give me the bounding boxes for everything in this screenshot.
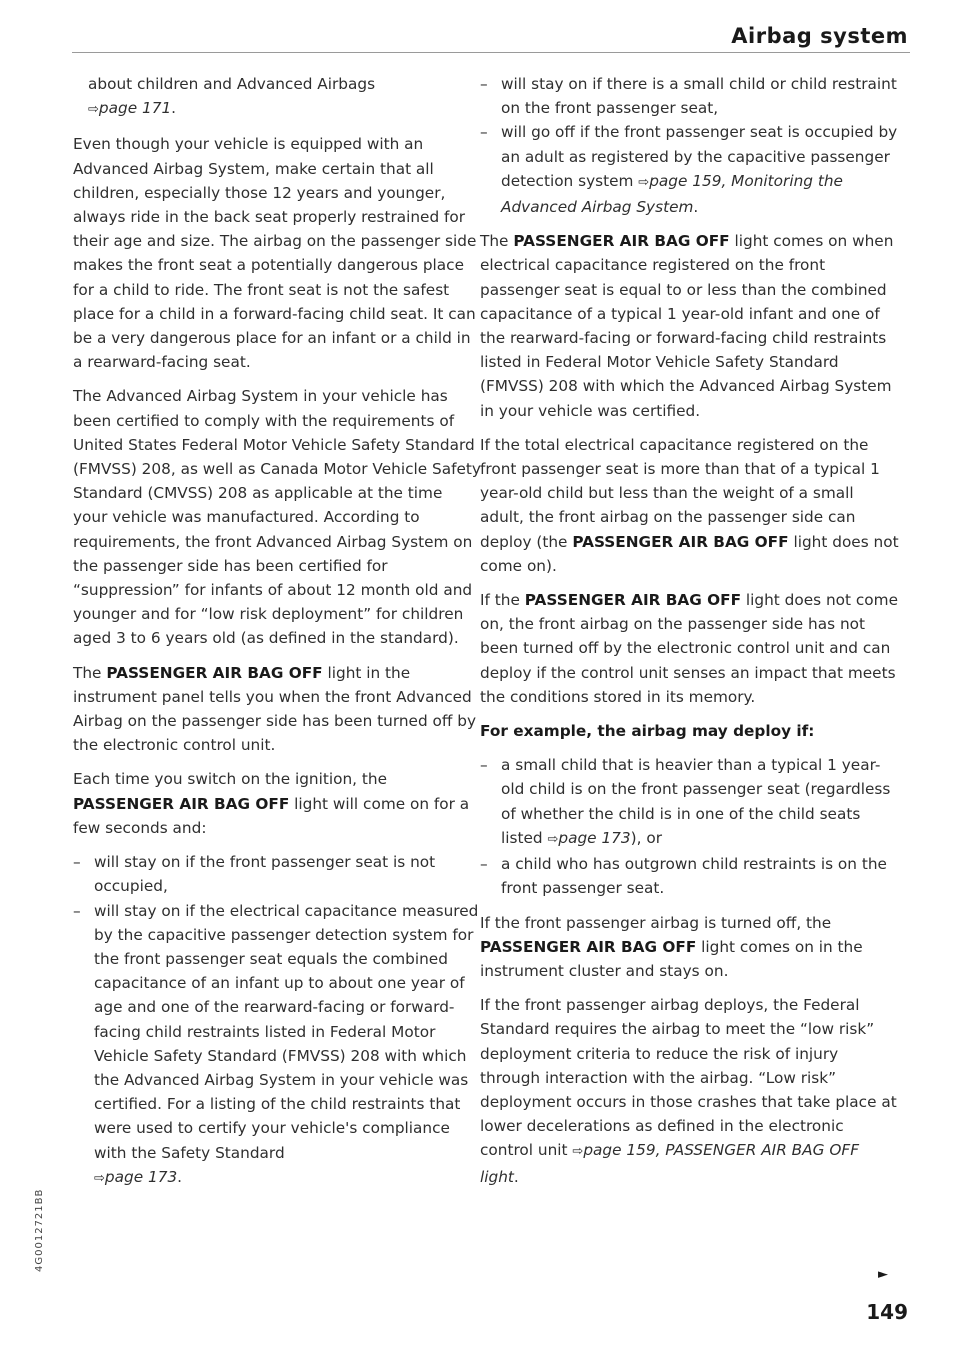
continue-next-page-icon: ► [878, 1267, 888, 1282]
dash-list [480, 753, 900, 900]
left-column [73, 72, 481, 1201]
page-reference-link[interactable] [94, 1168, 177, 1186]
paragraph: If the PASSENGER AIR BAG OFF light does not come on, the front airbag on the passenger side has not been turned off by the electronic control unit and can deploy if the control unit senses an impact that meets the conditions stored in its memory. [480, 591, 898, 706]
paragraph: Even though your vehicle is equipped with an Advanced Airbag System, make certain that all children, especially those 12 years and younger, always ride in the back seat properly restrained for their age and size. The airbag on the passenger side makes the front seat a potentially dangerous place for a child to ride. The front seat is not the safest place for a child in a forward-facing child seat. It can be a very dangerous place for an infant or a child in a rearward-facing seat. [73, 135, 477, 372]
dash-list [73, 850, 481, 1191]
list-item: – a small child that is heavier than a typical 1 year-old child is on the front passenger seat (regardless of whether the child is in one of the child seats listed ⇨page 173), or [480, 753, 900, 852]
page-number: 149 [866, 1300, 908, 1324]
page-reference-text: page 159, Monitoring the Advanced Airbag System [501, 171, 843, 217]
paragraph: If the front passenger airbag is turned off, the PASSENGER AIR BAG OFF light comes on in the instrument cluster and stays on. [480, 913, 863, 980]
subheading: For example, the airbag may deploy if: [480, 722, 815, 741]
warning-light-name: PASSENGER AIR BAG OFF [106, 663, 323, 682]
list-item: – will stay on if the electrical capacitance measured by the capacitive passenger detection system for the front passenger seat equals the combined capacitance of an infant up to about one year of age and one of the rearward-facing or forward-facing child restraints listed in Federal Motor Vehicle Safety Standard (FMVSS) 208 with which the Advanced Airbag System in your vehicle was certified. For a listing of the child restraints that were used to certify your vehicle's compliance with the Safety Standard ⇨page 173. [73, 899, 481, 1191]
warning-light-name: PASSENGER AIR BAG OFF [480, 937, 697, 956]
list-item: – will stay on if the front passenger seat is not occupied, [73, 850, 481, 898]
warning-light-name: PASSENGER AIR BAG OFF [524, 591, 742, 610]
paragraph: The PASSENGER AIR BAG OFF light comes on when electrical capacitance registered on the front passenger seat is equal to or less than the combined capacitance of a typical 1 year-old infant and one of the rearward-facing or forward-facing child restraints listed in Federal Motor Vehicle Safety Standard (FMVSS) 208 with which the Advanced Airbag System in your vehicle was certified. [480, 232, 894, 420]
list-item: – will go off if the front passenger seat is occupied by an adult as registered by the capacitive passenger detection system ⇨page 159, Monitoring the Advanced Airbag System. [480, 120, 900, 219]
paragraph: Each time you switch on the ignition, the PASSENGER AIR BAG OFF light will come on for a few seconds and: [73, 770, 470, 837]
arrow-right-icon: ⇨ [94, 1170, 105, 1186]
page-reference-link[interactable] [547, 829, 630, 847]
list-item: – a child who has outgrown child restraints is on the front passenger seat. [480, 852, 900, 900]
continued-paragraph: about children and Advanced Airbags ⇨page 171. [88, 75, 376, 118]
dash-list [480, 72, 900, 219]
arrow-right-icon: ⇨ [638, 174, 650, 190]
warning-light-name: PASSENGER AIR BAG OFF [513, 232, 730, 251]
page-reference-text: page 173 [104, 1167, 178, 1186]
arrow-right-icon: ⇨ [88, 102, 99, 118]
arrow-right-icon: ⇨ [572, 1144, 584, 1160]
section-title: Airbag system [731, 24, 908, 48]
header-divider [72, 52, 910, 53]
warning-light-name: PASSENGER AIR BAG OFF [73, 794, 290, 813]
page-reference-link[interactable] [88, 99, 171, 117]
paragraph: The PASSENGER AIR BAG OFF light in the instrument panel tells you when the front Advanced Airbag on the passenger side has been turned off by the electronic control unit. [73, 663, 477, 755]
warning-light-name: PASSENGER AIR BAG OFF [572, 532, 789, 551]
paragraph: If the front passenger airbag deploys, the Federal Standard requires the airbag to meet the “low risk” deployment criteria to reduce the risk of injury through interaction with the airbag. “Low risk” deployment occurs in those crashes that take place at lower decelerations as defined in the electronic control unit ⇨page 159, PASSENGER AIR BAG OFF light. [480, 996, 897, 1186]
document-code: 4G0012721BB [34, 1188, 45, 1272]
page-reference-text: page 173 [558, 828, 631, 847]
paragraph: The Advanced Airbag System in your vehicle has been certified to comply with the requirements of United States Federal Motor Vehicle Safety Standard (FMVSS) 208, as well as Canada Motor Vehicle Safety Standard (CMVSS) 208 as applicable at the time your vehicle was manufactured. According to requirements, the front Advanced Airbag System on the passenger side has been certified for “suppression” for infants of about 12 month old and younger and for “low risk deployment” for children aged 3 to 6 years old (as defined in the standard). [73, 387, 481, 648]
paragraph: If the total electrical capacitance registered on the front passenger seat is more than that of a typical 1 year-old child but less than the weight of a small adult, the front airbag on the passenger side can deploy (the PASSENGER AIR BAG OFF light does not come on). [480, 435, 899, 575]
right-column [480, 72, 900, 1199]
page-reference-text: page 171 [98, 99, 172, 118]
paragraph-text: about children and Advanced Airbags [88, 75, 376, 93]
list-item: – will stay on if there is a small child or child restraint on the front passenger seat, [480, 72, 900, 120]
arrow-right-icon: ⇨ [547, 831, 559, 847]
page-reference-text: page 159, PASSENGER AIR BAG OFF light [480, 1141, 859, 1186]
